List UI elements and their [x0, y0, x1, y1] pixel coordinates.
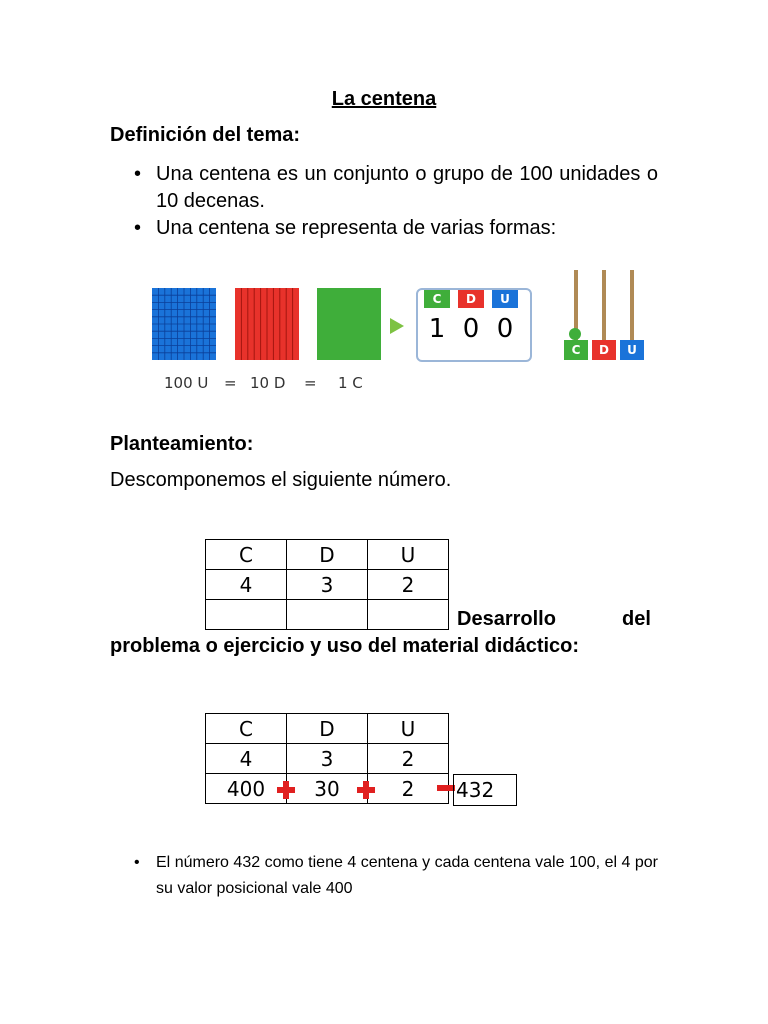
table-empty-cell — [206, 600, 287, 630]
abacus-label-d: D — [592, 340, 616, 360]
units-grid-image — [152, 288, 216, 360]
abacus-rod — [602, 270, 606, 342]
planteamiento-heading: Planteamiento: — [110, 433, 254, 455]
equation-equals: = — [224, 374, 237, 392]
abacus-label-u: U — [620, 340, 644, 360]
explanation-list — [110, 850, 658, 902]
definition-list — [110, 161, 658, 242]
abacus-rod — [630, 270, 634, 342]
board-digit: 0 — [496, 314, 514, 344]
table-cell: 30 — [287, 774, 368, 804]
place-value-board — [416, 288, 532, 362]
table-header-cell: D — [287, 714, 368, 744]
plus-icon — [277, 781, 295, 799]
definition-bullet: • Una centena se representa de varias formas: — [110, 215, 658, 242]
desarrollo-heading-word: Desarrollo — [457, 608, 556, 630]
board-header-c: C — [424, 290, 450, 308]
table-cell: 400 — [206, 774, 287, 804]
definition-heading: Definición del tema: — [110, 124, 301, 146]
table-cell: 2 — [368, 774, 449, 804]
hundred-block-image — [317, 288, 381, 360]
planteamiento-text: Descomponemos el siguiente número. — [110, 469, 452, 491]
equation-units: 100 U — [164, 374, 209, 392]
tens-rods-image — [235, 288, 299, 360]
explanation-bullet: • El número 432 como tiene 4 centena y cada centena vale 100, el 4 por su valor posicional vale 400 — [110, 850, 658, 902]
centena-illustration — [150, 270, 660, 400]
abacus-label-c: C — [564, 340, 588, 360]
definition-bullet: • Una centena es un conjunto o grupo de 100 unidades o 10 decenas. — [110, 161, 658, 215]
table-cell: 4 — [206, 570, 287, 600]
table-cell: 2 — [368, 570, 449, 600]
page-title: La centena — [331, 88, 437, 110]
table-cell: 3 — [287, 744, 368, 774]
table-cell: 4 — [206, 744, 287, 774]
abacus-image — [564, 270, 654, 362]
table-header-cell: D — [287, 540, 368, 570]
equation-tens: 10 D — [250, 374, 286, 392]
table-header-cell: U — [368, 540, 449, 570]
board-header-d: D — [458, 290, 484, 308]
decomposition-table — [205, 713, 449, 804]
board-header-u: U — [492, 290, 518, 308]
board-digit: 0 — [462, 314, 480, 344]
equation-hundred: 1 C — [338, 374, 363, 392]
table-empty-cell — [287, 600, 368, 630]
desarrollo-heading-word: del — [622, 608, 651, 630]
table-header-cell: C — [206, 540, 287, 570]
board-digit: 1 — [428, 314, 446, 344]
table-header-cell: C — [206, 714, 287, 744]
table-header-cell: U — [368, 714, 449, 744]
equation-equals: = — [304, 374, 317, 392]
desarrollo-heading-line: problema o ejercicio y uso del material didáctico: — [110, 635, 580, 657]
arrow-right-icon — [390, 318, 404, 339]
place-value-table — [205, 539, 449, 630]
table-cell: 3 — [287, 570, 368, 600]
plus-icon — [357, 781, 375, 799]
abacus-bead — [569, 328, 581, 340]
table-cell: 2 — [368, 744, 449, 774]
table-empty-cell — [368, 600, 449, 630]
result-box: 432 — [453, 774, 517, 806]
